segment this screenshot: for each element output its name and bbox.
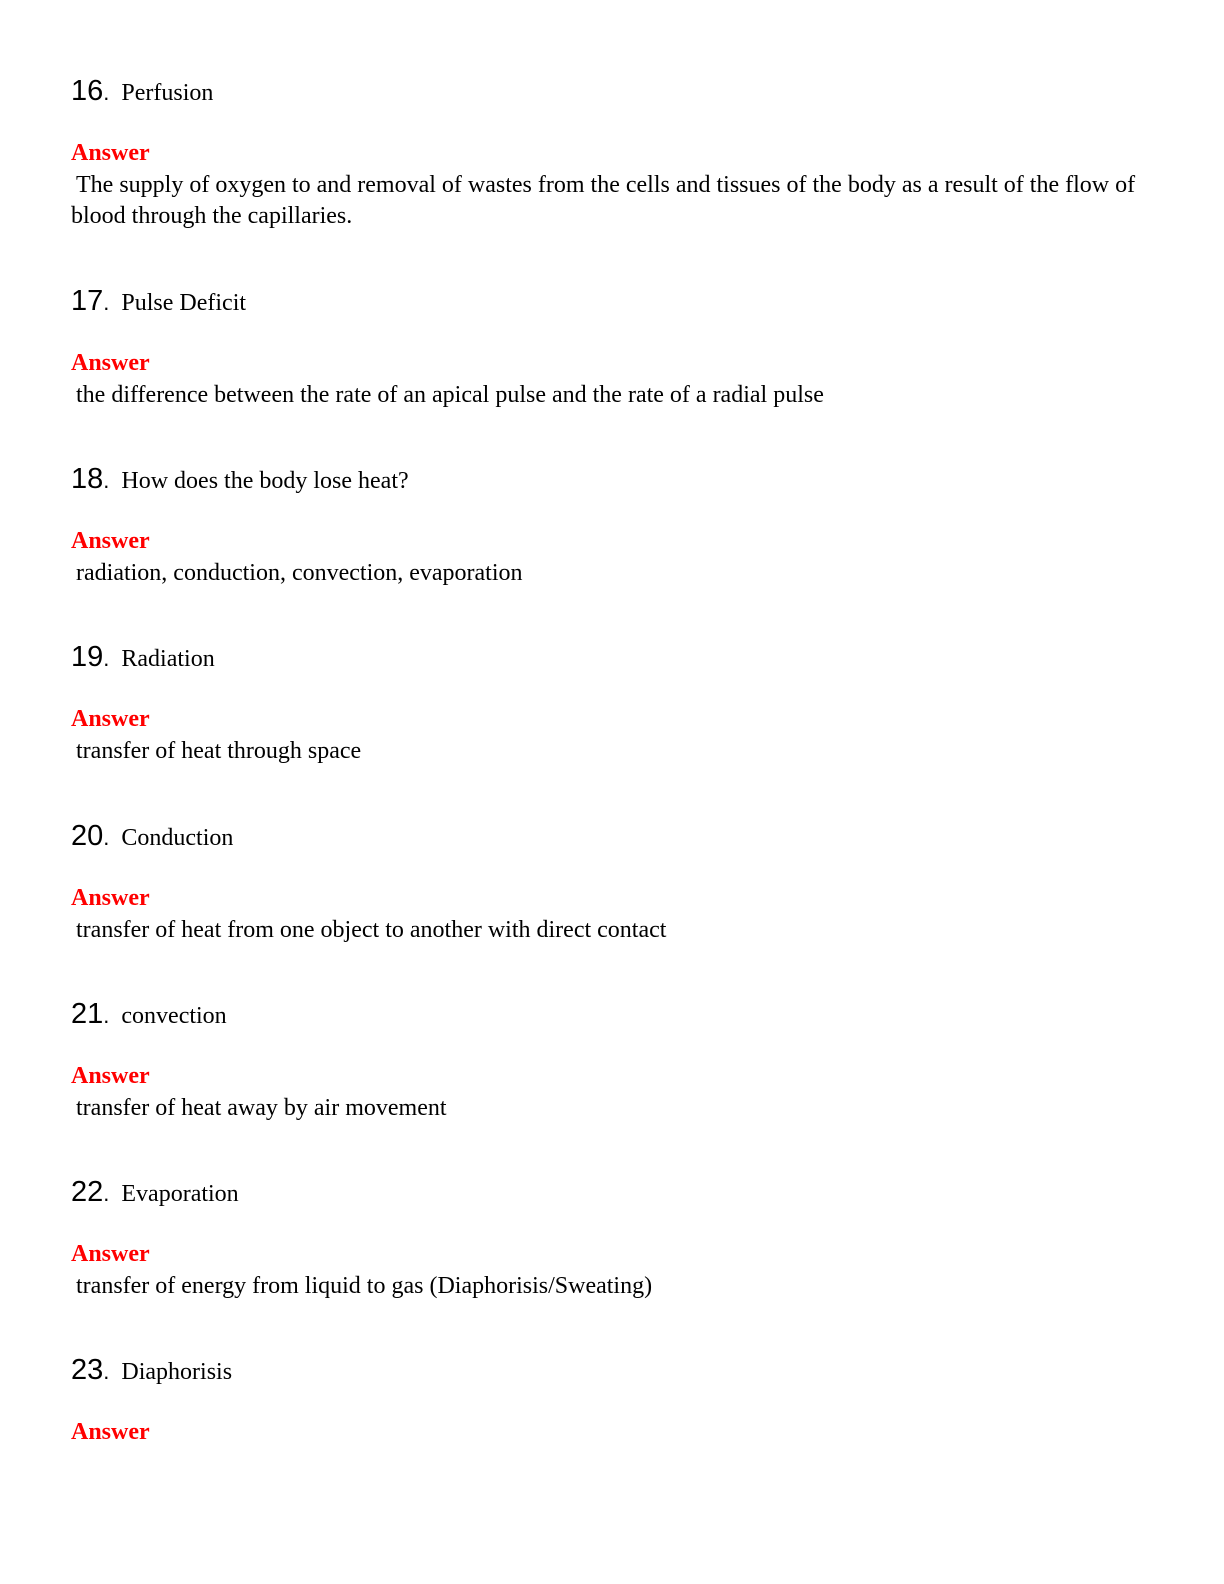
question-term: Radiation: [121, 646, 215, 672]
question-number: 18: [71, 463, 104, 495]
question-block-16: [71, 74, 1151, 232]
question-number-dot: .: [103, 1359, 110, 1384]
question-number: 21: [71, 998, 104, 1030]
question-block-21: [71, 997, 1151, 1124]
question-number-dot: .: [103, 646, 110, 671]
question-term: Conduction: [121, 825, 234, 851]
question-heading: [71, 819, 1151, 853]
question-number: 20: [71, 820, 104, 852]
question-heading: [71, 74, 1151, 108]
question-term: Diaphorisis: [121, 1359, 233, 1385]
question-block-17: [71, 284, 1151, 411]
answer-label: Answer: [71, 885, 150, 911]
question-term: Evaporation: [121, 1181, 239, 1207]
answer-label: Answer: [71, 1063, 150, 1089]
answer-text: transfer of heat through space: [76, 738, 362, 764]
question-number: 19: [71, 641, 104, 673]
question-number-dot: .: [103, 468, 110, 493]
answer-text: the difference between the rate of an apical pulse and the rate of a radial pulse: [76, 382, 824, 408]
answer-text: The supply of oxygen to and removal of wastes from the cells and tissues of the body as a result of the flow of blood through the capillaries.: [71, 172, 1136, 229]
question-number: 17: [71, 285, 104, 317]
answer-label: Answer: [71, 528, 150, 554]
question-number-dot: .: [103, 1003, 110, 1028]
answer-text: transfer of heat away by air movement: [76, 1095, 447, 1121]
question-number-dot: .: [103, 80, 110, 105]
question-heading: [71, 1353, 1151, 1387]
question-heading: [71, 1175, 1151, 1209]
answer-text: transfer of heat from one object to another with direct contact: [76, 917, 667, 943]
question-number: 23: [71, 1354, 104, 1386]
question-number-dot: .: [103, 825, 110, 850]
question-number-dot: .: [103, 290, 110, 315]
question-term: convection: [121, 1003, 227, 1029]
answer-label: Answer: [71, 350, 150, 376]
question-block-20: [71, 819, 1151, 946]
question-heading: [71, 640, 1151, 674]
question-block-18: [71, 462, 1151, 589]
answer-label: Answer: [71, 1419, 150, 1445]
question-number-dot: .: [103, 1181, 110, 1206]
answer-text: transfer of energy from liquid to gas (Diaphorisis/Sweating): [76, 1273, 653, 1299]
question-block-19: [71, 640, 1151, 767]
question-heading: [71, 997, 1151, 1031]
question-heading: [71, 284, 1151, 318]
answer-label: Answer: [71, 1241, 150, 1267]
question-term: Perfusion: [121, 80, 214, 106]
answer-label: Answer: [71, 140, 150, 166]
question-number: 22: [71, 1176, 104, 1208]
question-block-22: [71, 1175, 1151, 1302]
question-number: 16: [71, 75, 104, 107]
question-heading: [71, 462, 1151, 496]
answer-text: radiation, conduction, convection, evaporation: [76, 560, 523, 586]
question-term: Pulse Deficit: [121, 290, 247, 316]
question-term: How does the body lose heat?: [121, 468, 409, 494]
answer-label: Answer: [71, 706, 150, 732]
question-block-23: [71, 1353, 1151, 1449]
